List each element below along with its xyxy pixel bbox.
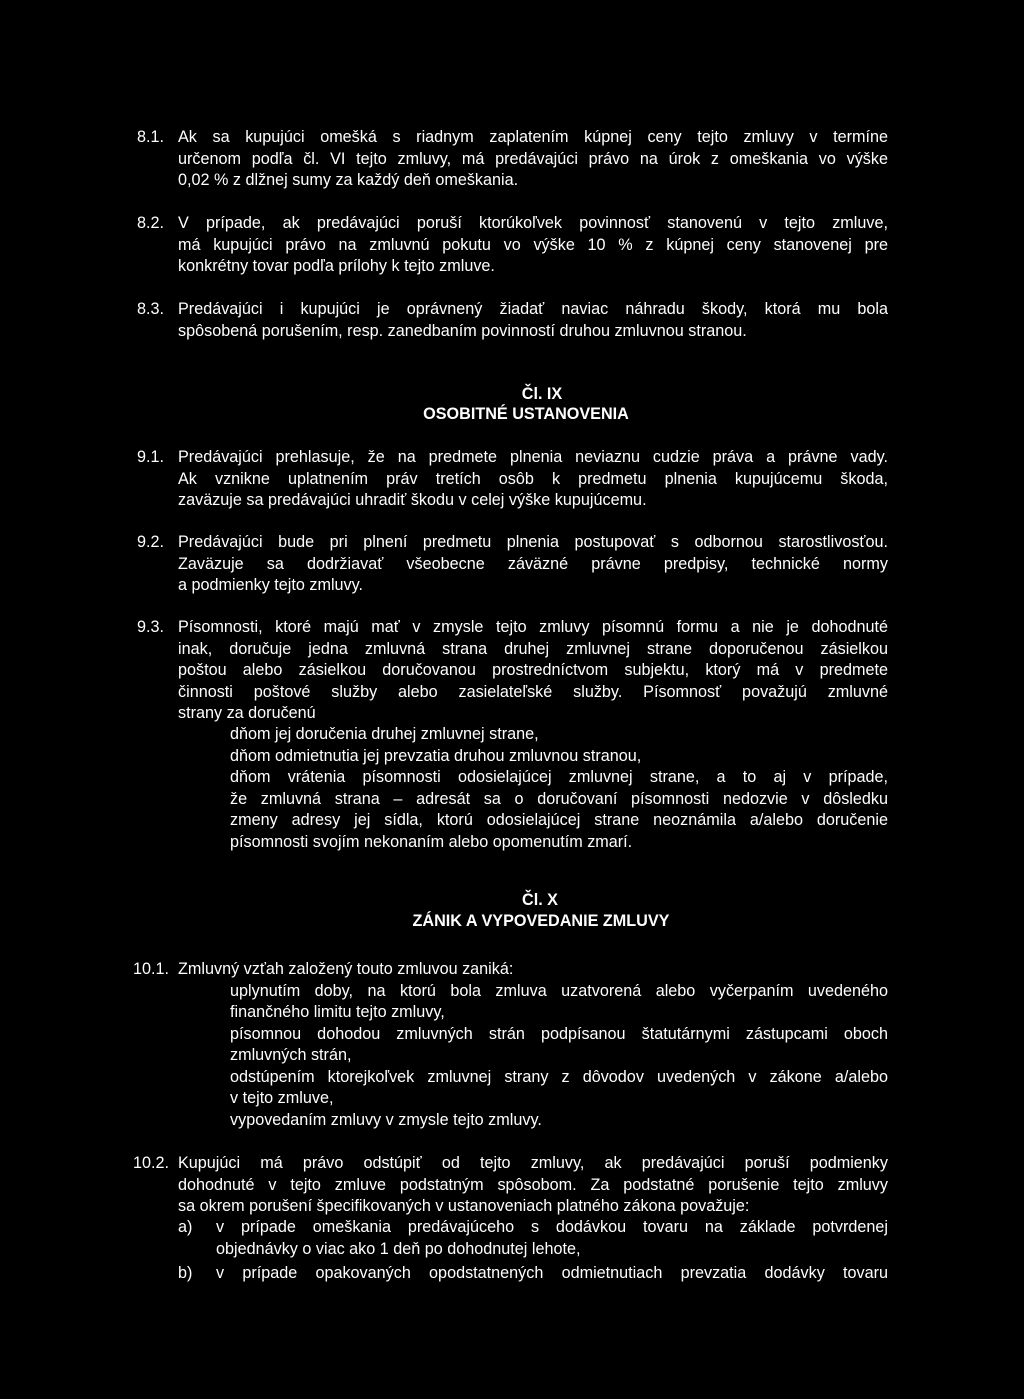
list-item: že zmluvná strana – adresát sa o doručovaní písomnosti nedozvie v dôsledku [230,789,888,808]
list-item: písomnosti svojím nekonaním alebo opomenutím zmarí. [230,832,633,851]
termination-items [230,981,888,1132]
list-item: uplynutím doby, na ktorú bola zmluva uzatvorená alebo vyčerpaním uvedeného [230,981,888,1000]
clause-text [178,299,888,342]
clause-text [178,127,888,192]
clause-number: 8.1. [137,128,165,146]
text-line: sa okrem porušení špecifikovaných v ustanoveniach platného zákona považuje: [178,1197,750,1215]
list-item: v tejto zmluve, [230,1089,334,1107]
clause-number: 10.1. [133,960,170,978]
list-item: dňom jej doručenia druhej zmluvnej strane, [230,725,539,743]
text-line: Kupujúci má právo odstúpiť od tejto zmluvy, ak predávajúci poruší podmienky [178,1154,888,1172]
clause-text [178,532,888,597]
text-line: poštou alebo zásielkou doručovanou prostredníctvom subjektu, ktorý má v predmete [178,661,888,679]
text-line: má kupujúci právo na zmluvnú pokutu vo výške 10 % z kúpnej ceny stanovenej pre [178,235,888,254]
text-line: objednávky o viac ako 1 deň po dohodnutej lehote, [216,1239,581,1258]
text-line: činnosti poštové služby alebo zasielateľské služby. Písomnosť považujú zmluvné [178,682,888,701]
list-item: dňom odmietnutia jej prevzatia druhou zmluvnou stranou, [230,746,642,765]
text-line: zaväzuje sa predávajúci uhradiť škodu v celej výške kupujúcemu. [178,491,647,509]
clause-number: 10.2. [133,1154,170,1172]
article-10-heading-number: Čl. X [522,891,558,909]
clause-text [178,1153,888,1218]
text-line: Predávajúci i kupujúci je oprávnený žiadať naviac náhradu škody, ktorá mu bola [178,300,888,318]
text-line: Predávajúci prehlasuje, že na predmete plnenia neviaznu cudzie práva a právne vady. [178,448,888,466]
item-b-text [216,1263,888,1285]
clause-text [178,213,888,278]
text-line: inak, doručuje jedna zmluvná strana druhej zmluvnej strane doporučenou zásielkou [178,639,888,658]
clause-text [178,617,888,725]
list-item: vypovedaním zmluvy v zmysle tejto zmluvy. [230,1110,542,1129]
list-item: finančného limitu tejto zmluvy, [230,1003,445,1021]
text-line: určenom podľa čl. VI tejto zmluvy, má predávajúci právo na úrok z omeškania vo výške [178,149,888,168]
article-10-heading-title: ZÁNIK A VYPOVEDANIE ZMLUVY [412,912,670,930]
list-item: zmluvných strán, [230,1046,352,1064]
article-9-heading-number: Čl. IX [521,385,563,403]
text-line: Zmluvný vzťah založený touto zmluvou zaniká: [178,960,514,978]
text-line: Predávajúci bude pri plnení predmetu plnenia postupovať s odbornou starostlivosťou. [178,533,888,551]
clause-number: 8.2. [137,214,165,232]
list-item: zmeny adresy jej sídla, ktorú odosielajúcej strane neoznámila a/alebo doručenie [230,811,888,829]
text-line: 0,02 % z dlžnej sumy za každý deň omeškania. [178,171,519,189]
text-line: konkrétny tovar podľa prílohy k tejto zmluve. [178,257,495,275]
text-line: dohodnuté v tejto zmluve podstatným spôsobom. Za podstatné porušenie tejto zmluvy [178,1175,888,1194]
list-item: písomnou dohodou zmluvných strán podpísanou štatutárnymi zástupcami oboch [230,1024,888,1043]
clause-number: 9.1. [137,448,165,466]
clause-number: 9.3. [137,618,165,636]
item-a-text [216,1217,888,1260]
clause-number: 8.3. [137,300,165,318]
text-line: strany za doručenú [178,704,316,722]
clause-text [178,959,888,981]
text-line: Ak vznikne uplatnením práv tretích osôb k predmetu plnenia kupujúcemu škoda, [178,469,888,488]
item-letter-a: a) [178,1218,193,1236]
list-item: odstúpením ktorejkoľvek zmluvnej strany z dôvodov uvedených v zákone a/alebo [230,1067,888,1086]
clause-text [178,447,888,512]
text-line: spôsobená porušením, resp. zanedbaním povinností druhou zmluvnou stranou. [178,321,747,340]
text-line: a podmienky tejto zmluvy. [178,576,364,594]
item-letter-b: b) [178,1264,193,1282]
article-9-heading-title: OSOBITNÉ USTANOVENIA [423,405,629,423]
text-line: Písomnosti, ktoré majú mať v zmysle tejto zmluvy písomnú formu a nie je dohodnuté [178,618,888,636]
text-line: Zaväzuje sa dodržiavať všeobecne záväzné právne predpisy, technické normy [178,554,888,573]
text-line: V prípade, ak predávajúci poruší ktorúkoľvek povinnosť stanovenú v tejto zmluve, [178,214,888,232]
text-line: v prípade opakovaných opodstatnených odmietnutiach prevzatia dodávky tovaru [216,1264,888,1282]
delivery-items [230,724,888,853]
clause-number: 9.2. [137,533,165,551]
text-line: v prípade omeškania predávajúceho s dodávkou tovaru na základe potvrdenej [216,1218,888,1236]
text-line: Ak sa kupujúci omešká s riadnym zaplatením kúpnej ceny tejto zmluvy v termíne [178,128,888,146]
list-item: dňom vrátenia písomnosti odosielajúcej zmluvnej strane, a to aj v prípade, [230,768,888,786]
